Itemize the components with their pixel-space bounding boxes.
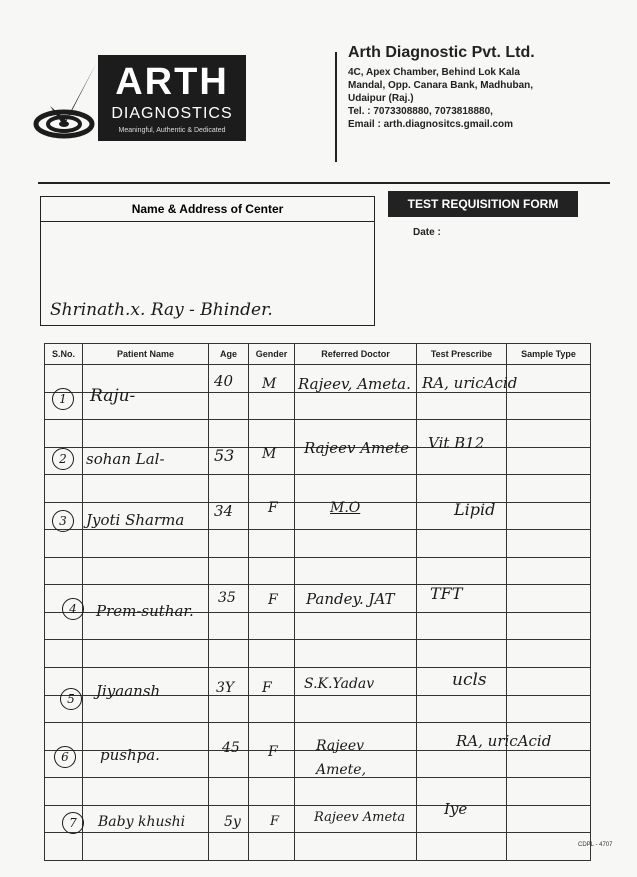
row-number: 2 [52, 448, 74, 470]
company-tel: Tel. : 7073308880, 7073818880, [348, 106, 493, 117]
test-prescribe: Iye [444, 800, 468, 818]
patient-name: Baby khushi [98, 814, 186, 830]
referred-doctor: Rajeev Amete [304, 439, 410, 457]
referred-doctor: Rajeev, Ameta. [298, 375, 411, 393]
address-line: Mandal, Opp. Canara Bank, Madhuban, [348, 80, 534, 91]
test-prescribe: RA, uricAcid [422, 374, 518, 392]
patient-age: 5y [224, 814, 241, 830]
header-rule [38, 182, 610, 184]
company-info [348, 44, 618, 131]
referred-doctor: M.O [330, 500, 361, 516]
patient-age: 53 [214, 446, 235, 465]
patient-name: Jyoti Sharma [86, 511, 185, 529]
referred-doctor: S.K.Yadav [304, 676, 375, 692]
header-sno: S.No. [45, 344, 83, 365]
logo-name: ARTH [115, 61, 229, 103]
referred-doctor: Rajeev Ameta [314, 810, 406, 825]
patient-gender: F [268, 592, 278, 608]
patient-name: pushpa. [100, 746, 160, 764]
patient-age: 34 [214, 502, 234, 520]
form-title: TEST REQUISITION FORM [388, 191, 578, 217]
test-prescribe: ucls [452, 670, 487, 690]
patient-age: 3Y [216, 680, 235, 696]
patient-age: 45 [222, 740, 240, 756]
row-number: 6 [54, 746, 76, 768]
row-number: 7 [62, 812, 84, 834]
patient-name: Raju- [90, 386, 136, 406]
patient-name: Jiyaansh [96, 682, 161, 700]
header-doctor: Referred Doctor [295, 344, 417, 365]
header-sample: Sample Type [507, 344, 591, 365]
patient-age: 40 [214, 372, 234, 390]
company-name: Arth Diagnostic Pvt. Ltd. [348, 44, 535, 61]
address-line: Udaipur (Raj.) [348, 93, 414, 104]
row-number: 4 [62, 598, 84, 620]
test-prescribe: TFT [430, 584, 463, 603]
logo-tagline: Meaningful, Authentic & Dedicated [118, 127, 226, 134]
address-line: 4C, Apex Chamber, Behind Lok Kala [348, 67, 520, 78]
header-divider [335, 52, 337, 162]
test-prescribe: Lipid [454, 500, 496, 519]
header-test: Test Prescribe [417, 344, 507, 365]
patient-name: Prem-suthar. [96, 602, 194, 620]
date-label: Date : [413, 227, 441, 238]
company-email: Email : arth.diagnositcs.gmail.com [348, 119, 514, 130]
row-number: 1 [52, 388, 74, 410]
patient-gender: F [268, 500, 278, 516]
patient-name: sohan Lal- [86, 450, 165, 468]
patient-gender: F [262, 680, 272, 696]
header-age: Age [209, 344, 249, 365]
header-patient-name: Patient Name [83, 344, 209, 365]
referred-doctor: Rajeev Amete, [316, 738, 367, 778]
patient-gender: M [262, 446, 277, 462]
referred-doctor: Pandey. JAT [306, 590, 395, 608]
header-gender: Gender [249, 344, 295, 365]
center-heading: Name & Address of Center [41, 197, 374, 222]
patient-gender: M [262, 376, 277, 392]
target-check-icon [32, 62, 100, 142]
logo-box [98, 55, 246, 141]
row-number: 5 [60, 688, 82, 710]
center-handwritten: Shrinath.x. Ray - Bhinder. [50, 300, 273, 320]
patient-gender: F [268, 744, 278, 760]
form-code: CDPL - 4707 [578, 842, 613, 848]
row-number: 3 [52, 510, 74, 532]
table-header-row [45, 344, 591, 365]
patient-gender: F [270, 814, 280, 829]
patient-age: 35 [218, 590, 236, 606]
logo-subtitle: DIAGNOSTICS [111, 105, 233, 122]
test-prescribe: RA, uricAcid [456, 732, 552, 750]
test-prescribe: Vit B12 [428, 434, 485, 452]
